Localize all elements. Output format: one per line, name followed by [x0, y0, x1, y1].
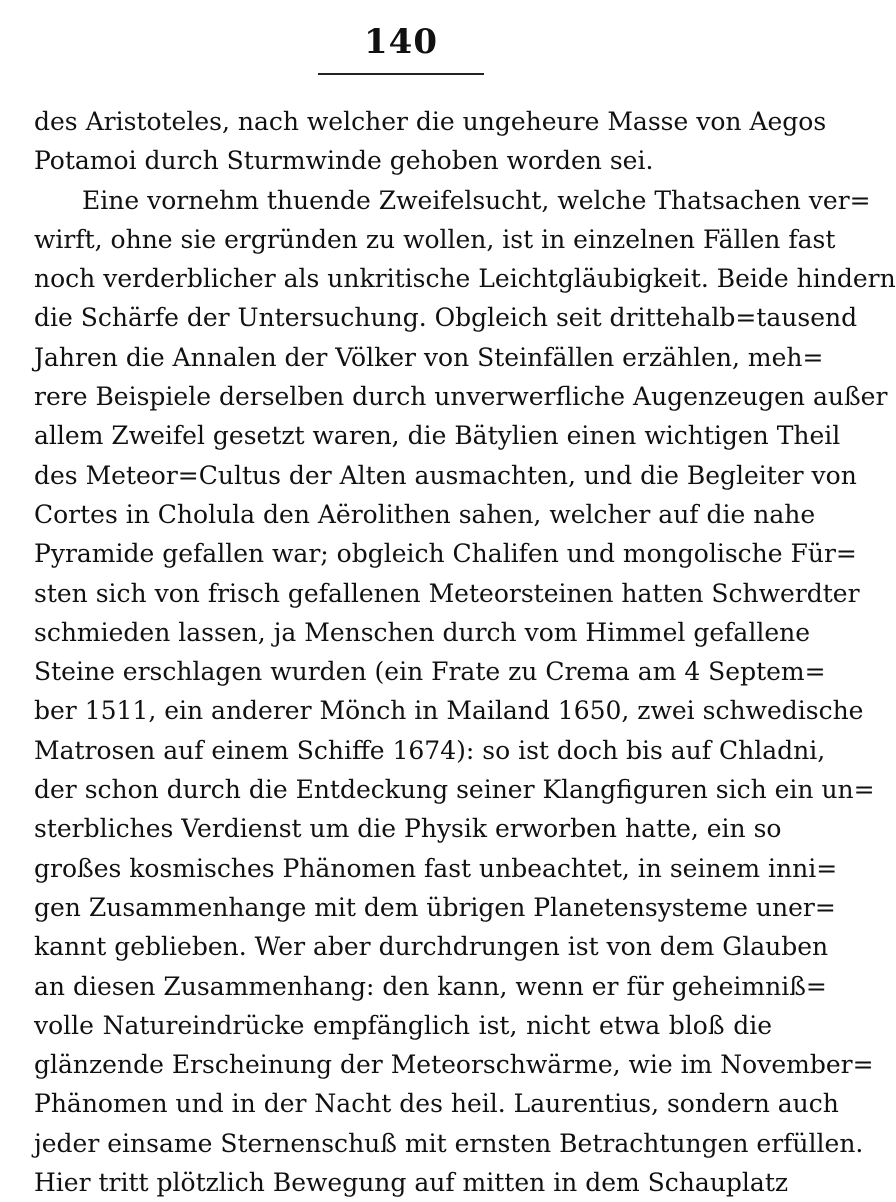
- body-text: [34, 102, 896, 1202]
- header-rule: [318, 73, 484, 75]
- text-line: noch verderblicher als unkritische Leichtgläubigkeit. Beide hindern: [34, 264, 896, 294]
- text-line: schmieden lassen, ja Menschen durch vom Himmel gefallene: [34, 617, 811, 647]
- text-line: Eine vornehm thuende Zweifelsucht, welche Thatsachen ver=: [82, 185, 871, 215]
- text-line: Matrosen auf einem Schiffe 1674): so ist doch bis auf Chladni,: [34, 735, 826, 765]
- text-line: Cortes in Cholula den Aërolithen sahen, welcher auf die nahe: [34, 499, 816, 529]
- text-line: jeder einsame Sternenschuß mit ernsten Betrachtungen erfüllen.: [34, 1128, 864, 1158]
- text-line: wirft, ohne sie ergründen zu wollen, ist in einzelnen Fällen fast: [34, 224, 836, 254]
- text-line: Phänomen und in der Nacht des heil. Laurentius, sondern auch: [34, 1089, 839, 1119]
- text-line: großes kosmisches Phänomen fast unbeachtet, in seinem inni=: [34, 853, 838, 883]
- text-line: Pyramide gefallen war; obgleich Chalifen und mongolische Für=: [34, 539, 857, 569]
- text-line: Hier tritt plötzlich Bewegung auf mitten in dem Schauplatz: [34, 1168, 789, 1198]
- text-line: der schon durch die Entdeckung seiner Klangfiguren sich ein un=: [34, 775, 875, 805]
- text-line: glänzende Erscheinung der Meteorschwärme, wie im November=: [34, 1050, 874, 1080]
- text-line: Potamoi durch Sturmwinde gehoben worden sei.: [34, 146, 654, 176]
- text-line: rere Beispiele derselben durch unverwerfliche Augenzeugen außer: [34, 382, 888, 412]
- text-line: volle Natureindrücke empfänglich ist, nicht etwa bloß die: [34, 1010, 772, 1040]
- text-line: gen Zusammenhange mit dem übrigen Planetensysteme uner=: [34, 892, 836, 922]
- text-line: allem Zweifel gesetzt waren, die Bätylien einen wichtigen Theil: [34, 421, 841, 451]
- text-line: an diesen Zusammenhang: den kann, wenn er für geheimniß=: [34, 971, 827, 1001]
- text-line: kannt geblieben. Wer aber durchdrungen ist von dem Glauben: [34, 932, 829, 962]
- text-line: Jahren die Annalen der Völker von Steinfällen erzählen, meh=: [34, 342, 824, 372]
- text-line: des Aristoteles, nach welcher die ungeheure Masse von Aegos: [34, 107, 827, 136]
- text-line: des Meteor=Cultus der Alten ausmachten, und die Begleiter von: [34, 460, 857, 490]
- text-line: die Schärfe der Untersuchung. Obgleich seit drittehalb=tausend: [34, 303, 858, 333]
- text-line: sten sich von frisch gefallenen Meteorsteinen hatten Schwerdter: [34, 578, 860, 608]
- text-line: ber 1511, ein anderer Mönch in Mailand 1650, zwei schwedische: [34, 696, 864, 726]
- text-line: sterbliches Verdienst um die Physik erworben hatte, ein so: [34, 814, 782, 844]
- text-line: Steine erschlagen wurden (ein Frate zu Crema am 4 Septem=: [34, 657, 826, 687]
- page-number: 140: [364, 22, 438, 62]
